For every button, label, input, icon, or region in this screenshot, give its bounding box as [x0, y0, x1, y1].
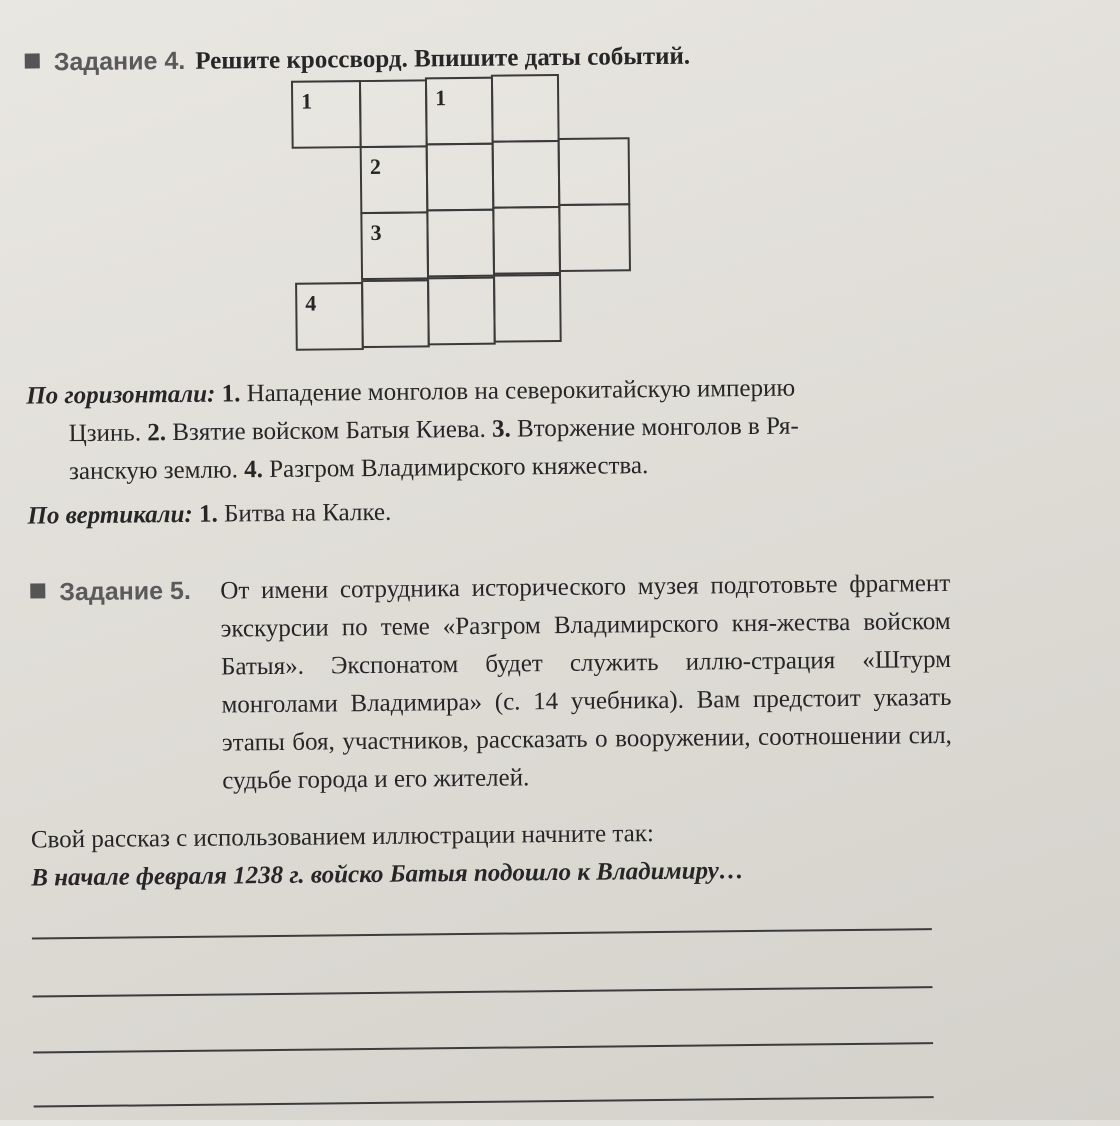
crossword-cell[interactable] — [359, 79, 428, 148]
crossword-cell[interactable] — [558, 203, 631, 272]
story-intro — [31, 814, 744, 897]
task-4-title: Решите кроссворд. Впишите даты событий. — [195, 42, 691, 75]
crossword-cell[interactable] — [492, 140, 561, 209]
square-bullet-icon — [30, 583, 45, 598]
answer-line[interactable] — [34, 1096, 934, 1107]
task-4-label: Задание 4. — [53, 46, 186, 77]
down-label: По вертикали: — [27, 500, 193, 530]
story-instruction: Свой рассказ с использованием иллюстрации начните так: — [30, 820, 655, 854]
square-bullet-icon — [25, 53, 40, 68]
crossword-cell[interactable] — [291, 80, 362, 149]
clue-number: 1 — [435, 85, 447, 111]
task-5-body: От имени сотрудника исторического музея подготовьте фрагмент экскурсии по теме «Разгром Владимирского кня-жества войском Батыя». Экспонатом будет служить иллю-страция «Штурм монголами Владимира» (с. 14 учебника). Вам предстоит указать этапы боя, участников, рассказать о вооружении, соотношении сил, судьбе города и его жителей. — [220, 569, 952, 795]
crossword-cell[interactable] — [360, 211, 429, 280]
story-start: В начале февраля 1238 г. войско Батыя подошло к Владимиру… — [31, 857, 744, 892]
crossword-cell[interactable] — [558, 137, 631, 206]
crossword-cell[interactable] — [426, 209, 495, 278]
clue-text: Битва на Калке. — [223, 498, 392, 528]
clue-text: Взятие войском Батыя Киева. — [172, 415, 486, 447]
clue-number: 1. — [221, 380, 241, 408]
clue-number: 3. — [491, 415, 511, 443]
answer-line[interactable] — [33, 986, 933, 997]
crossword-cell[interactable] — [360, 145, 429, 214]
task-4-heading — [25, 41, 691, 79]
crossword-cell[interactable] — [295, 282, 364, 351]
clue-number: 1 — [301, 88, 313, 114]
crossword-cell[interactable] — [361, 279, 430, 348]
clue-text: Цзинь. — [68, 419, 142, 448]
across-clues — [26, 368, 927, 491]
answer-line[interactable] — [32, 928, 932, 939]
answer-line[interactable] — [33, 1042, 933, 1053]
clue-text: занскую землю. — [68, 456, 239, 486]
clue-text: Вторжение монголов в Ря- — [516, 412, 799, 443]
clue-number: 1. — [198, 500, 218, 528]
clue-number: 2 — [369, 153, 381, 179]
clue-text: Разгром Владимирского княжества. — [269, 452, 649, 484]
crossword-cell[interactable] — [492, 206, 561, 275]
crossword-cell[interactable] — [425, 77, 494, 146]
down-clues — [27, 488, 927, 535]
clue-number: 4 — [305, 290, 317, 316]
crossword-cell[interactable] — [493, 274, 562, 343]
crossword-cell[interactable] — [426, 143, 495, 212]
crossword-cell[interactable] — [427, 277, 496, 346]
crossword-cell[interactable] — [491, 74, 560, 143]
task-5-label: Задание 5. — [59, 576, 191, 607]
clue-number: 4. — [244, 456, 264, 484]
clue-number: 2. — [147, 419, 167, 447]
clue-text: Нападение монголов на северокитайскую империю — [246, 374, 796, 408]
crossword-clues — [26, 368, 928, 535]
task-5 — [30, 564, 952, 803]
across-label: По горизонтали: — [26, 380, 216, 410]
clue-number: 3 — [370, 219, 382, 245]
